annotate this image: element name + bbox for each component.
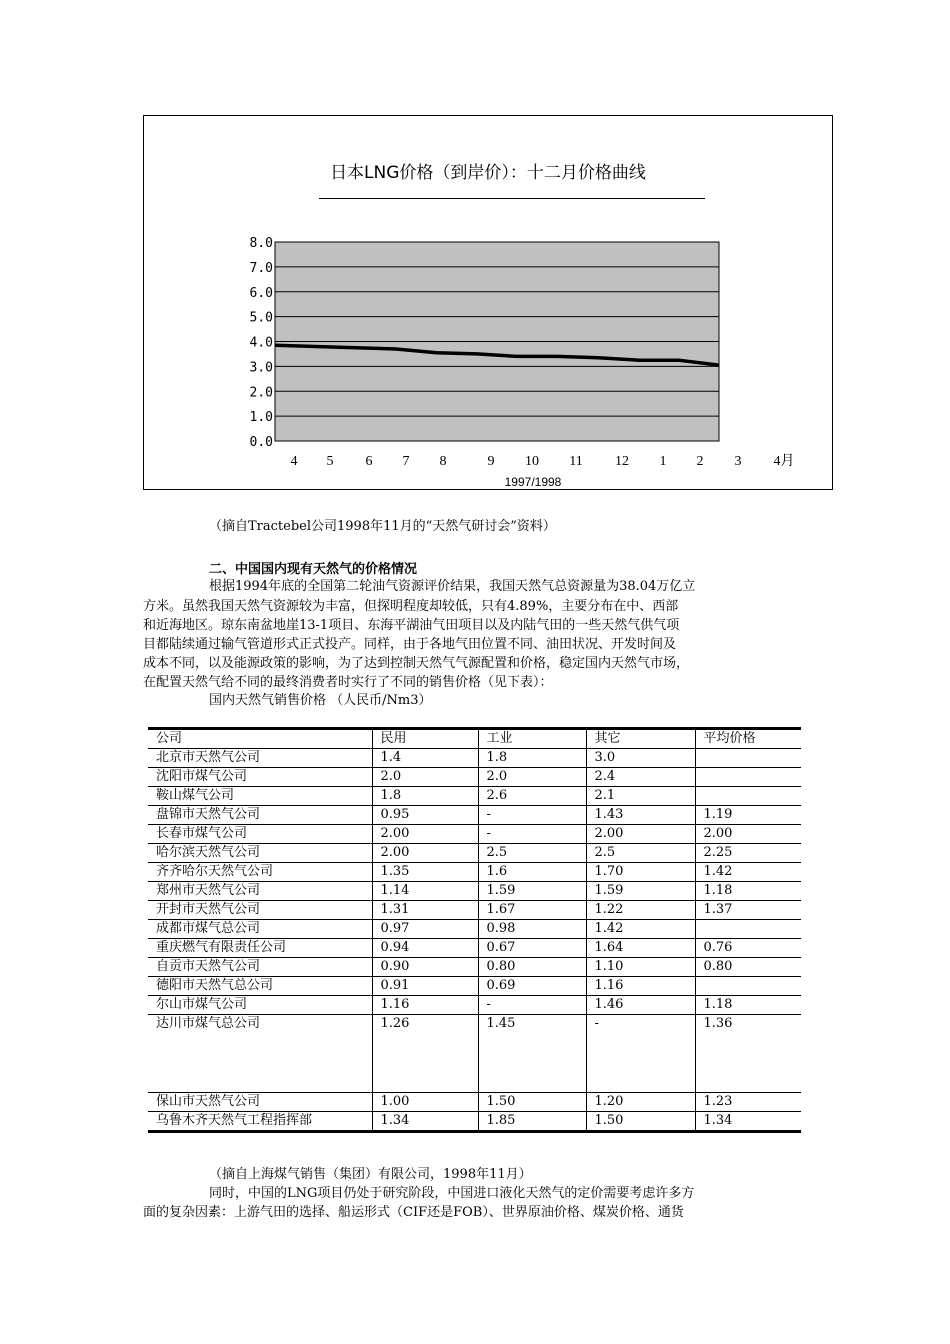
table-row [148, 1015, 801, 1093]
industrial-cell: 2.0 [478, 768, 586, 787]
other-cell: 1.64 [586, 939, 695, 958]
industrial-cell: 1.45 [478, 1015, 586, 1093]
company-cell: 鞍山煤气公司 [148, 787, 372, 806]
other-cell: 3.0 [586, 749, 695, 768]
average-cell: 1.18 [695, 882, 801, 901]
residential-cell: 0.90 [372, 958, 478, 977]
average-cell [695, 749, 801, 768]
company-cell: 达川市煤气总公司 [148, 1015, 372, 1093]
company-cell: 成都市煤气总公司 [148, 920, 372, 939]
average-cell [695, 920, 801, 939]
x-tick-label: 10 [525, 454, 539, 469]
x-tick-label: 4月 [773, 454, 795, 469]
paragraph-line: 在配置天然气给不同的最终消费者时实行了不同的销售价格（见下表）： [143, 675, 553, 690]
x-tick-label: 3 [734, 454, 742, 469]
paragraph-line: 成本不同，以及能源政策的影响，为了达到控制天然气气源配置和价格，稳定国内天然气市场， [143, 656, 690, 671]
company-cell: 开封市天然气公司 [148, 901, 372, 920]
column-header-other: 其它 [586, 729, 695, 749]
company-cell: 长春市煤气公司 [148, 825, 372, 844]
y-tick-label: 3.0 [249, 360, 273, 376]
other-cell: 1.20 [586, 1093, 695, 1112]
industrial-cell: 1.59 [478, 882, 586, 901]
company-cell: 重庆燃气有限责任公司 [148, 939, 372, 958]
y-tick-label: 1.0 [249, 410, 273, 426]
x-tick-label: 11 [569, 454, 583, 469]
company-cell: 乌鲁木齐天然气工程指挥部 [148, 1112, 372, 1132]
chart-source-note: （摘自Tractebel公司1998年11月的“天然气研讨会”资料） [209, 519, 556, 534]
x-tick-label: 5 [326, 454, 334, 469]
residential-cell: 1.4 [372, 749, 478, 768]
y-tick-label: 2.0 [249, 385, 273, 401]
paragraph-line: 面的复杂因素：上游气田的选择、船运形式（CIF还是FOB）、世界原油价格、煤炭价格、通货 [143, 1205, 684, 1220]
other-cell: 1.43 [586, 806, 695, 825]
paragraph-line: 根据1994年底的全国第二轮油气资源评价结果，我国天然气总资源量为38.04万亿立 [209, 579, 696, 594]
industrial-cell: 0.67 [478, 939, 586, 958]
average-cell [695, 787, 801, 806]
other-cell: - [586, 1015, 695, 1093]
residential-cell: 1.14 [372, 882, 478, 901]
x-tick-label: 4 [290, 454, 298, 469]
lng-price-chart [143, 115, 833, 490]
average-cell: 1.18 [695, 996, 801, 1015]
table-row [148, 920, 801, 939]
average-cell: 1.19 [695, 806, 801, 825]
company-cell: 齐齐哈尔天然气公司 [148, 863, 372, 882]
residential-cell: 1.35 [372, 863, 478, 882]
industrial-cell: 1.50 [478, 1093, 586, 1112]
table-source-note: （摘自上海煤气销售（集团）有限公司，1998年11月） [209, 1167, 532, 1182]
x-tick-label: 12 [615, 454, 629, 469]
average-cell: 1.36 [695, 1015, 801, 1093]
average-cell: 1.34 [695, 1112, 801, 1132]
table-row [148, 996, 801, 1015]
industrial-cell: - [478, 996, 586, 1015]
other-cell: 2.00 [586, 825, 695, 844]
paragraph-line: 目都陆续通过输气管道形式正式投产。同样，由于各地气田位置不同、油田状况、开发时间及 [143, 637, 677, 652]
residential-cell: 2.00 [372, 825, 478, 844]
average-cell: 2.00 [695, 825, 801, 844]
x-tick-label: 7 [402, 454, 410, 469]
residential-cell: 1.00 [372, 1093, 478, 1112]
gas-price-table [148, 727, 801, 1133]
table-row [148, 958, 801, 977]
other-cell: 1.59 [586, 882, 695, 901]
industrial-cell: - [478, 806, 586, 825]
other-cell: 1.16 [586, 977, 695, 996]
residential-cell: 1.16 [372, 996, 478, 1015]
table-row [148, 977, 801, 996]
residential-cell: 2.0 [372, 768, 478, 787]
residential-cell: 0.95 [372, 806, 478, 825]
other-cell: 1.70 [586, 863, 695, 882]
average-cell: 0.76 [695, 939, 801, 958]
x-tick-label: 1 [659, 454, 667, 469]
table-row [148, 1112, 801, 1132]
industrial-cell: 1.67 [478, 901, 586, 920]
y-tick-label: 6.0 [249, 285, 273, 301]
table-row [148, 882, 801, 901]
paragraph-line: 方米。虽然我国天然气资源较为丰富，但探明程度却较低，只有4.89%，主要分布在中、西部 [143, 599, 679, 614]
average-cell: 1.42 [695, 863, 801, 882]
residential-cell: 0.94 [372, 939, 478, 958]
x-tick-label: 6 [365, 454, 373, 469]
industrial-cell: 2.6 [478, 787, 586, 806]
column-header-company: 公司 [156, 731, 183, 746]
y-tick-label: 8.0 [249, 236, 273, 251]
industrial-cell: 1.8 [478, 749, 586, 768]
company-cell: 郑州市天然气公司 [148, 882, 372, 901]
y-tick-label: 7.0 [249, 260, 273, 276]
average-cell [695, 768, 801, 787]
residential-cell: 0.97 [372, 920, 478, 939]
column-header-average: 平均价格 [695, 729, 801, 749]
column-header-residential: 民用 [372, 729, 478, 749]
industrial-cell: 0.98 [478, 920, 586, 939]
residential-cell: 1.34 [372, 1112, 478, 1132]
industrial-cell: - [478, 825, 586, 844]
average-cell: 2.25 [695, 844, 801, 863]
industrial-cell: 0.80 [478, 958, 586, 977]
industrial-cell: 1.6 [478, 863, 586, 882]
average-cell: 1.23 [695, 1093, 801, 1112]
paragraph-line: 和近海地区。琼东南盆地崖13-1项目、东海平湖油气田项目以及内陆气田的一些天然气供气项 [143, 618, 680, 633]
average-cell: 0.80 [695, 958, 801, 977]
table-row [148, 806, 801, 825]
table-row [148, 749, 801, 768]
company-cell: 盘锦市天然气公司 [148, 806, 372, 825]
company-cell: 保山市天然气公司 [148, 1093, 372, 1112]
table-row [148, 901, 801, 920]
x-tick-label: 2 [696, 454, 704, 469]
residential-cell: 1.8 [372, 787, 478, 806]
company-cell: 沈阳市煤气公司 [148, 768, 372, 787]
table-row [148, 787, 801, 806]
table-row [148, 1093, 801, 1112]
table-header-row [148, 729, 801, 749]
paragraph-line: 同时，中国的LNG项目仍处于研究阶段，中国进口液化天然气的定价需要考虑许多方 [209, 1186, 695, 1201]
x-tick-label: 8 [439, 454, 447, 469]
table-row [148, 863, 801, 882]
other-cell: 1.50 [586, 1112, 695, 1132]
average-cell [695, 977, 801, 996]
company-cell: 哈尔滨天然气公司 [148, 844, 372, 863]
section-heading: 二、中国国内现有天然气的价格情况 [209, 562, 418, 577]
other-cell: 2.5 [586, 844, 695, 863]
average-cell: 1.37 [695, 901, 801, 920]
industrial-cell: 2.5 [478, 844, 586, 863]
table-row [148, 825, 801, 844]
column-header-industrial: 工业 [478, 729, 586, 749]
other-cell: 1.22 [586, 901, 695, 920]
chart-plot [144, 116, 834, 491]
industrial-cell: 0.69 [478, 977, 586, 996]
residential-cell: 1.31 [372, 901, 478, 920]
table-row [148, 844, 801, 863]
company-cell: 德阳市天然气总公司 [148, 977, 372, 996]
residential-cell: 1.26 [372, 1015, 478, 1093]
company-cell: 北京市天然气公司 [148, 749, 372, 768]
y-tick-label: 5.0 [249, 310, 273, 326]
table-row [148, 939, 801, 958]
residential-cell: 0.91 [372, 977, 478, 996]
other-cell: 1.10 [586, 958, 695, 977]
company-cell: 自贡市天然气公司 [148, 958, 372, 977]
industrial-cell: 1.85 [478, 1112, 586, 1132]
other-cell: 1.42 [586, 920, 695, 939]
chart-title: 日本LNG价格（到岸价）：十二月价格曲线 [330, 163, 646, 183]
other-cell: 2.4 [586, 768, 695, 787]
residential-cell: 2.00 [372, 844, 478, 863]
x-axis-label: 1997/1998 [504, 475, 562, 489]
company-cell: 尔山市煤气公司 [148, 996, 372, 1015]
table-caption: 国内天然气销售价格 （人民币/Nm3） [209, 693, 432, 708]
x-tick-label: 9 [487, 454, 495, 469]
y-tick-label: 0.0 [249, 435, 273, 450]
other-cell: 2.1 [586, 787, 695, 806]
table-row [148, 768, 801, 787]
other-cell: 1.46 [586, 996, 695, 1015]
y-tick-label: 4.0 [249, 335, 273, 351]
